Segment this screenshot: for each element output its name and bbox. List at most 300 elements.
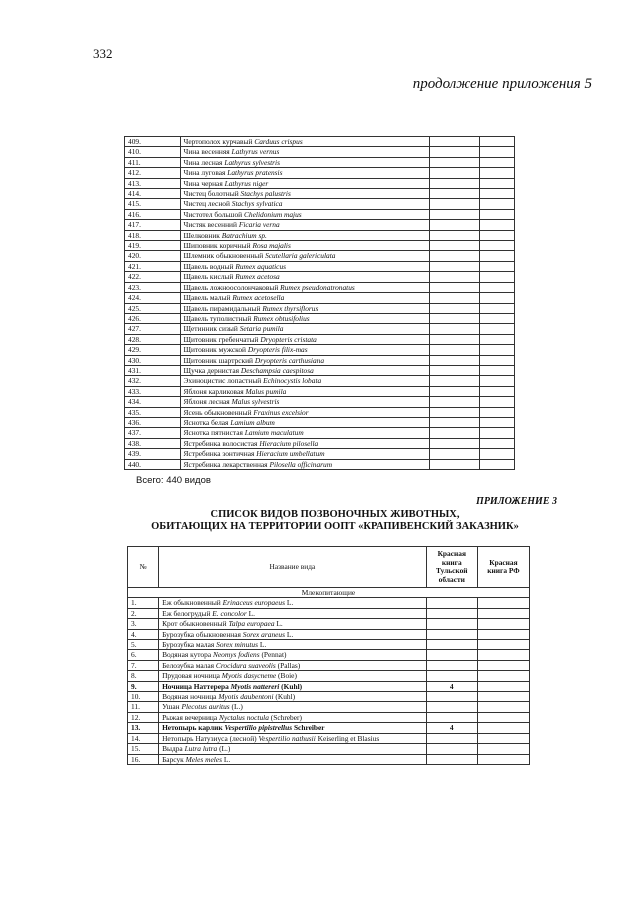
table-row [128, 629, 530, 639]
row-number: 413. [125, 178, 181, 188]
common-name: Белозубка малая [162, 660, 215, 670]
species-name [180, 313, 429, 323]
species-name [180, 282, 429, 292]
empty-cell [429, 324, 479, 334]
table-row [125, 438, 515, 448]
empty-cell [479, 334, 514, 344]
common-name: Выдра [162, 744, 183, 754]
author-name: (L.) [231, 702, 243, 712]
row-number: 409. [125, 137, 181, 147]
row-number: 416. [125, 209, 181, 219]
red-book-rf-value [477, 702, 529, 712]
empty-cell [429, 345, 479, 355]
empty-cell [429, 293, 479, 303]
table-row [125, 345, 515, 355]
common-name: Бурозубка малая [162, 640, 215, 650]
empty-cell [479, 449, 514, 459]
latin-name: Scutellaria galericulata [265, 251, 336, 261]
author-name: (L.) [219, 744, 231, 754]
appendix-title-line2: ОБИТАЮЩИХ НА ТЕРРИТОРИИ ООПТ «КРАПИВЕНСКИЙ ЗАКАЗНИК» [151, 521, 519, 532]
row-number: 6. [128, 650, 159, 660]
row-number: 427. [125, 324, 181, 334]
total-count: Всего: 440 видов [136, 475, 211, 486]
latin-name: Crocidura suaveolis [215, 660, 276, 670]
table-row [128, 712, 530, 722]
row-number: 417. [125, 220, 181, 230]
table-row [128, 619, 530, 629]
row-number: 426. [125, 313, 181, 323]
latin-name: Stachys sylvatica [231, 199, 283, 209]
species-name [180, 147, 429, 157]
table-row [125, 251, 515, 261]
empty-cell [479, 324, 514, 334]
species-name [180, 168, 429, 178]
red-book-tula-value [426, 608, 477, 618]
empty-cell [429, 209, 479, 219]
row-number: 422. [125, 272, 181, 282]
table-row [125, 407, 515, 417]
row-number: 8. [128, 671, 159, 681]
red-book-tula-value [426, 660, 477, 670]
species-name [180, 157, 429, 167]
table-row [125, 168, 515, 178]
empty-cell [429, 230, 479, 240]
author-name: L. [223, 754, 231, 764]
row-number: 14. [128, 733, 159, 743]
author-name: (Pallas) [277, 660, 301, 670]
empty-cell [429, 386, 479, 396]
author-name: (Pennat) [261, 650, 287, 660]
common-name: Чина луговая [183, 168, 226, 178]
red-book-rf-value [477, 650, 529, 660]
common-name: Водяная ночница [162, 692, 217, 702]
red-book-tula-value [426, 754, 477, 764]
common-name: Еж обыкновенный [162, 598, 221, 608]
species-name [180, 428, 429, 438]
latin-name: Lamium album [230, 417, 275, 427]
row-number: 5. [128, 640, 159, 650]
empty-cell [479, 178, 514, 188]
latin-name: Setaria pumila [239, 324, 284, 334]
latin-name: Myotis daubentoni [218, 692, 274, 702]
latin-name: Nyctalus noctula [219, 712, 269, 722]
author-name: L. [276, 619, 283, 629]
table-row [125, 147, 515, 157]
common-name: Щавель водный [183, 261, 234, 271]
empty-cell [479, 417, 514, 427]
empty-cell [479, 397, 514, 407]
empty-cell [429, 355, 479, 365]
row-number: 411. [125, 157, 181, 167]
row-number: 431. [125, 365, 181, 375]
table-row [128, 598, 530, 608]
empty-cell [479, 137, 514, 147]
red-book-tula-value [426, 702, 477, 712]
common-name: Ястребинка лекарственная [183, 459, 268, 469]
empty-cell [479, 355, 514, 365]
latin-name: E. concolor [212, 608, 247, 618]
common-name: Яснотка пятнистая [183, 428, 243, 438]
species-name [180, 438, 429, 448]
common-name: Щавель малый [183, 293, 231, 303]
species-name [159, 744, 427, 754]
empty-cell [479, 220, 514, 230]
red-book-rf-value [477, 660, 529, 670]
species-name [159, 629, 427, 639]
species-name [180, 251, 429, 261]
latin-name: Chelidonium majus [243, 209, 302, 219]
table-row [125, 376, 515, 386]
latin-name: Rosa majalis [252, 241, 291, 251]
common-name: Щавель кислый [183, 272, 234, 282]
empty-cell [479, 438, 514, 448]
species-name [159, 723, 427, 733]
species-name [159, 650, 427, 660]
row-number: 440. [125, 459, 181, 469]
species-name [180, 199, 429, 209]
empty-cell [479, 407, 514, 417]
common-name: Щетинник сизый [183, 324, 238, 334]
species-name [159, 640, 427, 650]
common-name: Ушан [162, 702, 180, 712]
row-number: 428. [125, 334, 181, 344]
empty-cell [429, 365, 479, 375]
table-row [125, 303, 515, 313]
table-row [125, 334, 515, 344]
row-number: 2. [128, 608, 159, 618]
empty-cell [429, 157, 479, 167]
empty-cell [479, 345, 514, 355]
latin-name: Lathyrus niger [224, 178, 269, 188]
common-name: Ястребинка волосистая [183, 438, 258, 448]
species-name [180, 449, 429, 459]
species-name [180, 345, 429, 355]
empty-cell [479, 428, 514, 438]
latin-name: Lathyrus sylvestris [224, 157, 280, 167]
empty-cell [479, 199, 514, 209]
row-number: 10. [128, 692, 159, 702]
species-name [180, 261, 429, 271]
table-row [125, 397, 515, 407]
latin-name: Erinaceus europaeus [222, 598, 285, 608]
latin-name: Stachys palustris [240, 189, 291, 199]
table-row [125, 324, 515, 334]
empty-cell [479, 189, 514, 199]
row-number: 9. [128, 681, 159, 691]
species-name [180, 293, 429, 303]
row-number: 410. [125, 147, 181, 157]
row-number: 436. [125, 417, 181, 427]
table-row [128, 723, 530, 733]
author-name: Schreiber [293, 723, 325, 733]
empty-cell [479, 157, 514, 167]
red-book-tula-value: 4 [426, 723, 477, 733]
table-row [128, 681, 530, 691]
row-number: 437. [125, 428, 181, 438]
empty-cell [479, 241, 514, 251]
species-name [180, 376, 429, 386]
latin-name: Malus sylvestris [231, 397, 280, 407]
red-book-tula-value [426, 640, 477, 650]
common-name: Чина весенняя [183, 147, 230, 157]
latin-name: Hieracium pilosella [259, 438, 319, 448]
row-number: 7. [128, 660, 159, 670]
latin-name: Sorex minutus [216, 640, 258, 650]
author-name: L. [286, 598, 294, 608]
common-name: Еж белогрудый [162, 608, 211, 618]
common-name: Яблоня лесная [183, 397, 230, 407]
species-name [159, 733, 427, 743]
row-number: 435. [125, 407, 181, 417]
red-book-tula-value [426, 671, 477, 681]
common-name: Нетопырь Натузиуса (лесной) [162, 733, 257, 743]
author-name: Keiserling et Blasius [317, 733, 380, 743]
table-row [128, 702, 530, 712]
table-row [128, 733, 530, 743]
table-row [125, 459, 515, 469]
row-number: 13. [128, 723, 159, 733]
appendix-title-line1: СПИСОК ВИДОВ ПОЗВОНОЧНЫХ ЖИВОТНЫХ, [210, 509, 460, 520]
row-number: 412. [125, 168, 181, 178]
author-name: (Schreber) [270, 712, 302, 722]
red-book-tula-value [426, 712, 477, 722]
red-book-rf-value [477, 712, 529, 722]
common-name: Шиповник коричный [183, 241, 251, 251]
species-name [180, 230, 429, 240]
species-name [180, 209, 429, 219]
species-name [180, 324, 429, 334]
row-number: 415. [125, 199, 181, 209]
common-name: Щитовник шартрский [183, 355, 253, 365]
common-name: Чина лесная [183, 157, 223, 167]
empty-cell [479, 168, 514, 178]
empty-cell [479, 303, 514, 313]
species-name [180, 178, 429, 188]
latin-name: Talpa europaea [228, 619, 275, 629]
common-name: Шелковник [183, 230, 220, 240]
row-number: 434. [125, 397, 181, 407]
latin-name: Lathyrus vernus [231, 147, 280, 157]
empty-cell [479, 230, 514, 240]
species-name [180, 365, 429, 375]
red-book-tula-value [426, 619, 477, 629]
red-book-tula-value [426, 692, 477, 702]
header-name: Название вида [159, 547, 427, 588]
latin-name: Neomys fodiens [212, 650, 260, 660]
latin-name: Myotis nattereri [230, 681, 280, 691]
common-name: Крот обыкновенный [162, 619, 227, 629]
red-book-tula-value [426, 629, 477, 639]
empty-cell [429, 438, 479, 448]
empty-cell [429, 147, 479, 157]
table-row [125, 230, 515, 240]
row-number: 429. [125, 345, 181, 355]
latin-name: Sorex araneus [242, 629, 285, 639]
common-name: Яснотка белая [183, 417, 229, 427]
empty-cell [429, 178, 479, 188]
empty-cell [429, 220, 479, 230]
common-name: Рыжая вечерница [162, 712, 218, 722]
red-book-rf-value [477, 723, 529, 733]
empty-cell [479, 376, 514, 386]
common-name: Ястребинка зонтичная [183, 449, 255, 459]
latin-name: Deschampsia caespitosa [240, 365, 314, 375]
common-name: Шлемник обыкновенный [183, 251, 264, 261]
table-row [125, 199, 515, 209]
red-book-rf-value [477, 744, 529, 754]
species-name [180, 417, 429, 427]
empty-cell [429, 137, 479, 147]
red-book-tula-value [426, 650, 477, 660]
empty-cell [429, 199, 479, 209]
latin-name: Fraxinus excelsior [253, 407, 309, 417]
table-row [125, 449, 515, 459]
row-number: 16. [128, 754, 159, 764]
empty-cell [479, 459, 514, 469]
empty-cell [429, 428, 479, 438]
table-row [125, 365, 515, 375]
row-number: 418. [125, 230, 181, 240]
table-row [128, 744, 530, 754]
common-name: Щитовник мужской [183, 345, 247, 355]
author-name: L. [286, 629, 294, 639]
row-number: 425. [125, 303, 181, 313]
empty-cell [429, 459, 479, 469]
empty-cell [429, 168, 479, 178]
empty-cell [429, 376, 479, 386]
red-book-rf-value [477, 629, 529, 639]
row-number: 439. [125, 449, 181, 459]
red-book-rf-value [477, 640, 529, 650]
table-row [128, 640, 530, 650]
common-name: Чистец лесной [183, 199, 230, 209]
table-row [125, 241, 515, 251]
species-name [180, 386, 429, 396]
table-row [128, 671, 530, 681]
latin-name: Hieracium umbellatum [256, 449, 325, 459]
table-row [125, 293, 515, 303]
latin-name: Lamium maculatum [244, 428, 304, 438]
latin-name: Vespertilio pipistrellus [224, 723, 293, 733]
common-name: Прудовая ночница [162, 671, 220, 681]
species-name [159, 660, 427, 670]
table-row [128, 692, 530, 702]
continuation-heading: продолжение приложения 5 [412, 76, 592, 92]
common-name: Щавель пирамидальный [183, 303, 261, 313]
empty-cell [479, 313, 514, 323]
latin-name: Plecotus auritus [181, 702, 230, 712]
species-name [180, 189, 429, 199]
empty-cell [479, 261, 514, 271]
appendix-label: ПРИЛОЖЕНИЕ 3 [476, 496, 557, 507]
species-name [159, 702, 427, 712]
latin-name: Ficaria verna [238, 220, 280, 230]
latin-name: Dryopteris filix-mas [247, 345, 308, 355]
empty-cell [479, 293, 514, 303]
table-row [125, 209, 515, 219]
author-name: L. [248, 608, 255, 618]
table-row [125, 417, 515, 427]
empty-cell [429, 313, 479, 323]
species-name [159, 608, 427, 618]
author-name: (Kuhl) [281, 681, 303, 691]
species-name [159, 754, 427, 764]
empty-cell [429, 251, 479, 261]
table-row [125, 428, 515, 438]
table-row [125, 313, 515, 323]
red-book-tula-value [426, 744, 477, 754]
row-number: 423. [125, 282, 181, 292]
section-row [128, 588, 530, 598]
species-name [180, 220, 429, 230]
author-name: L. [259, 640, 267, 650]
common-name: Чистяк весенний [183, 220, 237, 230]
row-number: 414. [125, 189, 181, 199]
red-book-rf-value [477, 598, 529, 608]
empty-cell [479, 209, 514, 219]
red-book-rf-value [477, 733, 529, 743]
common-name: Нетопырь карлик [162, 723, 223, 733]
empty-cell [479, 386, 514, 396]
latin-name: Rumex acetosa [235, 272, 280, 282]
empty-cell [429, 261, 479, 271]
species-name [180, 397, 429, 407]
table-row [125, 355, 515, 365]
common-name: Чина черная [183, 178, 223, 188]
common-name: Чистец болотный [183, 189, 239, 199]
red-book-rf-value [477, 681, 529, 691]
common-name: Водяная кутора [162, 650, 212, 660]
row-number: 438. [125, 438, 181, 448]
table-row [125, 272, 515, 282]
empty-cell [429, 407, 479, 417]
empty-cell [429, 272, 479, 282]
species-name [180, 334, 429, 344]
species-name [180, 137, 429, 147]
latin-name: Rumex pseudonatronatus [280, 282, 355, 292]
empty-cell [429, 303, 479, 313]
red-book-rf-value [477, 619, 529, 629]
empty-cell [479, 272, 514, 282]
latin-name: Echinocystis lobata [263, 376, 322, 386]
table-row [125, 220, 515, 230]
table-row [125, 386, 515, 396]
latin-name: Meles meles [185, 754, 222, 764]
page-number: 332 [93, 46, 113, 61]
species-name [159, 598, 427, 608]
plants-table [124, 136, 515, 470]
latin-name: Lathyrus pratensis [227, 168, 283, 178]
header-num: № [128, 547, 159, 588]
header-red-book-rf: Красная книга РФ [477, 547, 529, 588]
section-title: Млекопитающие [128, 588, 530, 598]
species-name [180, 407, 429, 417]
empty-cell [429, 334, 479, 344]
animals-table [127, 546, 530, 765]
table-row [125, 178, 515, 188]
common-name: Яблоня карликовая [183, 386, 244, 396]
species-name [159, 692, 427, 702]
author-name: (Kuhl) [275, 692, 296, 702]
table-row [128, 608, 530, 618]
red-book-tula-value [426, 598, 477, 608]
common-name: Ясень обыкновенный [183, 407, 252, 417]
latin-name: Myotis dasycneme [221, 671, 277, 681]
table-row [128, 650, 530, 660]
common-name: Ночница Наттерера [162, 681, 229, 691]
table-row [125, 189, 515, 199]
common-name: Чертополох курчавый [183, 137, 253, 146]
